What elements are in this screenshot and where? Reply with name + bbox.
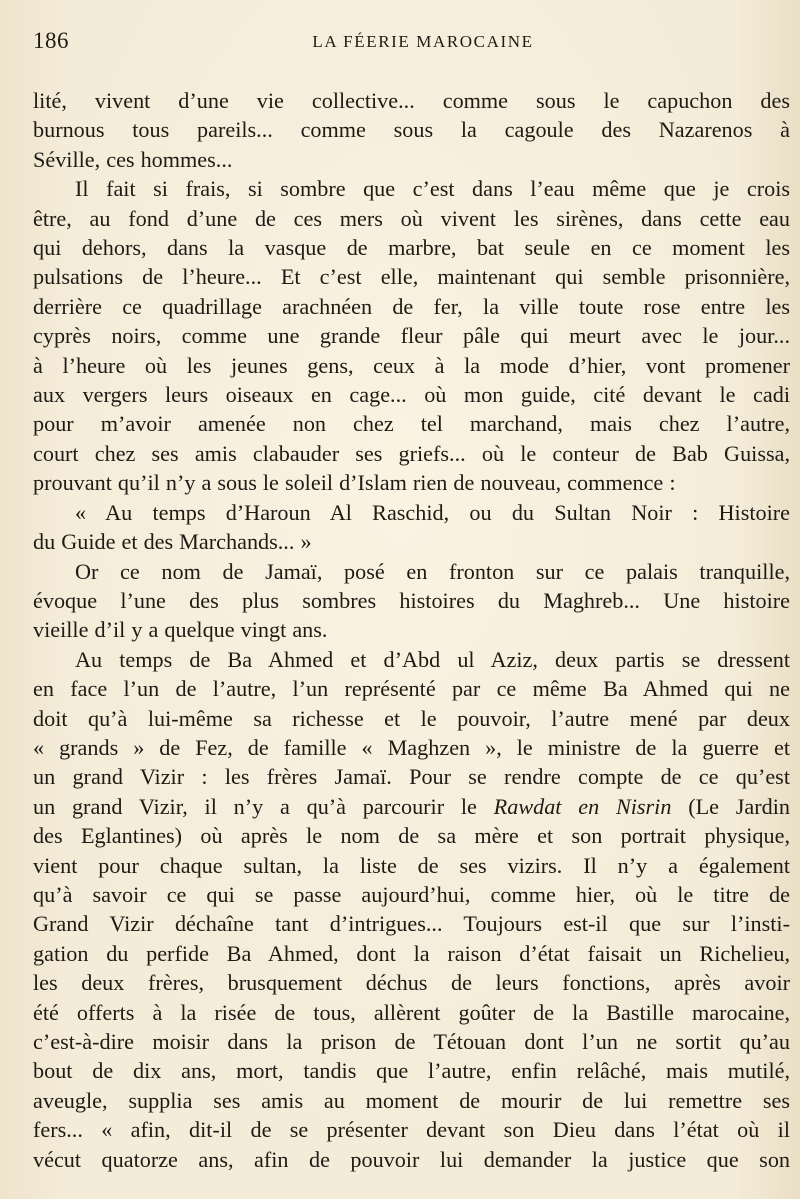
- text-line: doit qu’à lui-même sa richesse et le pouvoir, l’autre mené par deux: [33, 705, 790, 731]
- text-line: vient pour chaque sultan, la liste de ses vizirs. Il n’y a également: [33, 852, 790, 878]
- text-line: Or ce nom de Jamaï, posé en fronton sur ce palais tranquille,: [75, 558, 790, 584]
- text-line: prouvant qu’il n’y a sous le soleil d’Islam rien de nouveau, commence :: [33, 470, 676, 496]
- text-line: aux vergers leurs oiseaux en cage... où mon guide, cité devant le cadi: [33, 382, 790, 408]
- text-line: à l’heure où les jeunes gens, ceux à la mode d’hier, vont promener: [33, 352, 790, 378]
- text-line: court chez ses amis clabauder ses griefs... où le conteur de Bab Guissa,: [33, 440, 790, 466]
- text-line: du Guide et des Marchands... »: [33, 529, 312, 555]
- page-number: 186: [33, 28, 69, 53]
- text-line: les deux frères, brusquement déchus de leurs fonctions, après avoir: [33, 970, 790, 996]
- text-line: qui dehors, dans la vasque de marbre, bat seule en ce moment les: [33, 235, 790, 261]
- paragraph-5: [33, 645, 790, 1174]
- text-line: été offerts à la risée de tous, allèrent goûter de la Bastille marocaine,: [33, 999, 790, 1025]
- text-line: aveugle, supplia ses amis au moment de mourir de lui remettre ses: [33, 1087, 790, 1113]
- body-text: [33, 86, 790, 1174]
- text-line-with-italic: un grand Vizir, il n’y a qu’à parcourir le Rawdat en Nisrin (Le Jardin: [33, 793, 791, 819]
- text-line: un grand Vizir : les frères Jamaï. Pour se rendre compte de ce qu’est: [33, 764, 790, 790]
- text-line: être, au fond d’une de ces mers où vivent les sirènes, dans cette eau: [33, 205, 790, 231]
- text-line: Grand Vizir déchaîne tant d’intrigues... Toujours est-il que sur l’insti-: [33, 911, 790, 937]
- text-line: Il fait si frais, si sombre que c’est dans l’eau même que je crois: [75, 176, 790, 202]
- text-line: « Au temps d’Haroun Al Raschid, ou du Sultan Noir : Histoire: [75, 499, 790, 525]
- paragraph-4: [33, 557, 790, 645]
- text-line: derrière ce quadrillage arachnéen de fer, la ville toute rose entre les: [33, 293, 790, 319]
- text-line: c’est-à-dire moisir dans la prison de Tétouan dont l’un ne sortit qu’au: [33, 1029, 790, 1054]
- text-line: qu’à savoir ce qui se passe aujourd’hui, comme hier, où le titre de: [33, 881, 790, 907]
- page-header: [33, 28, 790, 58]
- italic-title: Rawdat en Nisrin: [493, 793, 672, 819]
- running-title: LA FÉERIE MAROCAINE: [312, 32, 534, 51]
- text-line: vécut quatorze ans, afin de pouvoir lui demander la justice que son: [33, 1146, 790, 1172]
- text-line: évoque l’une des plus sombres histoires du Maghreb... Une histoire: [33, 587, 790, 613]
- text-line: en face l’un de l’autre, l’un représenté par ce même Ba Ahmed qui ne: [33, 676, 790, 702]
- text-line: gation du perfide Ba Ahmed, dont la raison d’état faisait un Richelieu,: [33, 940, 790, 966]
- text-line: vieille d’il y a quelque vingt ans.: [33, 617, 328, 643]
- text-line: « grands » de Fez, de famille « Maghzen », le ministre de la guerre et: [33, 734, 790, 760]
- paragraph-2: [33, 174, 790, 497]
- paragraph-3-quote: [33, 498, 790, 557]
- text-line: burnous tous pareils... comme sous la cagoule des Nazarenos à: [33, 117, 790, 143]
- text-line: cyprès noirs, comme une grande fleur pâle qui meurt avec le jour...: [33, 323, 790, 349]
- text-line: des Eglantines) où après le nom de sa mère et son portrait physique,: [33, 823, 790, 849]
- text-line: bout de dix ans, mort, tandis que l’autre, enfin relâché, mais mutilé,: [33, 1058, 790, 1084]
- text-line: fers... « afin, dit-il de se présenter devant son Dieu dans l’état où il: [33, 1117, 790, 1143]
- text-line: lité, vivent d’une vie collective... comme sous le capuchon des: [33, 88, 790, 113]
- paragraph-1: [33, 86, 790, 174]
- text-line: pulsations de l’heure... Et c’est elle, maintenant qui semble prisonnière,: [33, 264, 790, 290]
- text-line: Au temps de Ba Ahmed et d’Abd ul Aziz, deux partis se dressent: [75, 646, 790, 672]
- text-line: pour m’avoir amenée non chez tel marchand, mais chez l’autre,: [33, 411, 790, 437]
- text-line: Séville, ces hommes...: [33, 146, 233, 172]
